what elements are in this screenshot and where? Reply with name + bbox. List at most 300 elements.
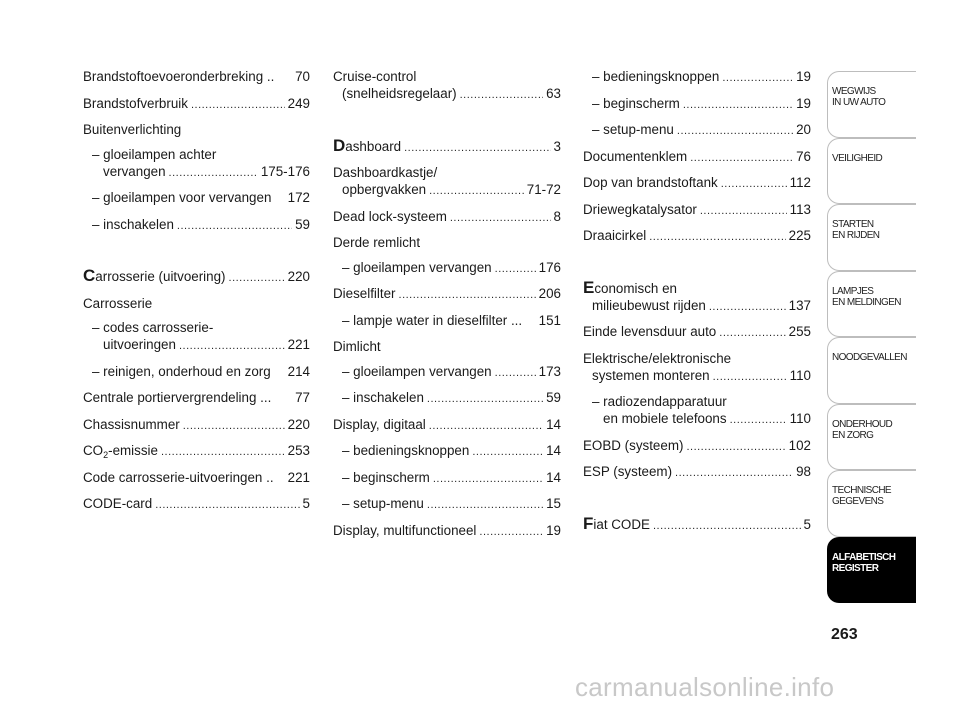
entry-text	[592, 393, 727, 410]
entry-label: Display, digitaal	[333, 416, 426, 432]
entry-text	[92, 216, 174, 233]
entry-text	[583, 227, 646, 244]
index-line	[333, 259, 561, 278]
index-column-1	[83, 68, 310, 522]
entry-text	[333, 285, 396, 302]
page-reference: 110	[789, 367, 811, 383]
section-gap	[333, 112, 561, 137]
leader-dots	[472, 444, 543, 461]
entry-label: EOBD (systeem)	[583, 437, 684, 453]
entry-text	[83, 68, 274, 85]
index-entry	[83, 189, 310, 208]
index-line	[333, 442, 561, 461]
entry-text	[592, 121, 674, 138]
index-entry	[83, 469, 310, 488]
entry-label: – codes carrosserie-	[92, 320, 214, 335]
index-line	[583, 350, 811, 367]
index-line	[333, 85, 561, 104]
index-line	[333, 363, 561, 382]
entry-label: Brandstofverbruik	[83, 95, 188, 111]
leader-dots	[155, 497, 299, 514]
index-line	[333, 389, 561, 408]
index-line	[83, 442, 310, 461]
entry-text	[83, 267, 226, 285]
page-reference: 5	[803, 516, 811, 532]
index-line	[333, 416, 561, 435]
index-line	[83, 389, 310, 408]
page-reference: 15	[546, 496, 561, 511]
index-line	[583, 463, 811, 482]
entry-text	[103, 163, 166, 180]
index-column-3	[583, 68, 811, 542]
index-entry	[83, 319, 310, 355]
entry-text	[342, 469, 430, 486]
index-line	[583, 367, 811, 386]
page-reference: 71-72	[526, 182, 561, 197]
entry-text	[592, 95, 680, 112]
page-reference: 253	[287, 443, 310, 458]
index-line	[83, 146, 310, 163]
section-tab[interactable]: WEGWIJS IN UW AUTO	[827, 71, 916, 138]
index-line	[83, 121, 310, 138]
section-tab[interactable]: VEILIGHEID	[827, 138, 916, 205]
index-entry	[333, 442, 561, 461]
entry-text	[342, 495, 424, 512]
entry-label: Driewegkatalysator	[583, 201, 697, 217]
page-reference: 3	[553, 138, 561, 154]
entry-label: ashboard	[345, 138, 402, 154]
entry-text	[583, 148, 687, 165]
entry-label: – gloeilampen vervangen	[342, 363, 492, 379]
page-reference: 206	[538, 286, 561, 301]
entry-text	[342, 259, 492, 276]
entry-label: – setup-menu	[592, 122, 674, 137]
section-tab[interactable]: ONDERHOUD EN ZORG	[827, 404, 916, 471]
entry-text	[333, 164, 437, 181]
page-reference: 20	[796, 122, 811, 137]
index-entry	[83, 495, 310, 514]
entry-text	[333, 338, 381, 355]
index-line	[333, 338, 561, 355]
leader-dots	[161, 444, 285, 461]
index-entry	[333, 363, 561, 382]
page-reference: 113	[789, 201, 811, 217]
index-entry	[333, 285, 561, 304]
entry-text	[83, 95, 188, 112]
entry-label: – beginscherm	[342, 469, 430, 485]
section-gap	[583, 490, 811, 515]
section-tab[interactable]: LAMPJES EN MELDINGEN	[827, 271, 916, 338]
entry-label: Draaicirkel	[583, 228, 647, 243]
entry-label: Buitenverlichting	[83, 122, 182, 137]
leader-dots	[700, 203, 787, 220]
entry-label: – radiozendapparatuur	[592, 394, 727, 409]
index-entry	[583, 437, 811, 456]
entry-label: vervangen	[103, 163, 166, 179]
index-entry	[583, 68, 811, 87]
index-entry	[583, 201, 811, 220]
index-entry	[83, 442, 310, 461]
index-line	[333, 181, 561, 200]
index-entry	[333, 416, 561, 435]
entry-text	[583, 350, 731, 367]
leader-dots	[709, 299, 786, 316]
leader-dots	[229, 270, 285, 287]
section-tab[interactable]: NOODGEVALLEN	[827, 337, 916, 404]
index-line	[583, 437, 811, 456]
page-reference: 110	[789, 411, 811, 426]
entry-label: – setup-menu	[342, 496, 424, 511]
index-line	[583, 297, 811, 316]
leader-dots	[675, 465, 793, 482]
entry-text	[583, 323, 716, 340]
page-reference: 221	[287, 469, 310, 485]
entry-label: conomisch en	[594, 280, 677, 296]
page-reference: 77	[295, 390, 310, 405]
index-line	[583, 121, 811, 140]
page-reference: 59	[295, 216, 310, 232]
leader-dots	[690, 150, 793, 167]
leader-dots	[686, 439, 785, 456]
entry-label: Derde remlicht	[333, 235, 421, 250]
entry-label: – bedieningsknoppen	[592, 69, 720, 84]
leader-dots	[177, 218, 292, 235]
entry-label: Dop van brandstoftank	[583, 175, 718, 190]
entry-label: iat CODE	[593, 516, 650, 532]
entry-label: systemen monteren	[592, 367, 710, 383]
index-entry	[83, 389, 310, 408]
leader-dots	[683, 97, 793, 114]
index-line	[583, 323, 811, 342]
index-entry	[83, 68, 310, 87]
index-line	[333, 164, 561, 181]
index-entry	[83, 216, 310, 235]
entry-text	[83, 469, 274, 486]
page-reference: 172	[287, 190, 310, 205]
page-reference: 70	[295, 69, 310, 84]
leader-dots	[429, 183, 524, 200]
entry-text	[333, 68, 416, 85]
leader-dots	[183, 418, 285, 435]
index-entry	[83, 95, 310, 114]
index-entry	[333, 208, 561, 227]
page-reference: 151	[538, 312, 561, 328]
entry-text	[342, 442, 469, 459]
entry-label: Code carrosserie-uitvoeringen ..	[83, 469, 274, 485]
leader-dots	[427, 391, 543, 408]
page-reference: 255	[788, 324, 811, 339]
index-line	[83, 163, 310, 182]
page-reference: 19	[796, 69, 811, 84]
index-entry	[333, 68, 561, 104]
index-entry	[583, 279, 811, 316]
entry-text	[333, 137, 401, 155]
entry-text	[342, 85, 457, 102]
index-entry	[583, 174, 811, 193]
entry-label: – gloeilampen achter	[92, 146, 217, 162]
entry-label: Dieselfilter	[333, 286, 396, 301]
leader-dots	[479, 524, 543, 541]
index-line	[83, 216, 310, 235]
entry-text	[83, 416, 180, 433]
entry-label: – reinigen, onderhoud en zorg	[92, 363, 271, 379]
index-line	[333, 208, 561, 227]
leader-dots	[429, 418, 543, 435]
page-reference: 214	[287, 363, 310, 379]
entry-label: uitvoeringen	[103, 337, 176, 352]
page-reference: 76	[796, 148, 811, 164]
entry-label: opbergvakken	[342, 182, 427, 197]
leader-dots	[713, 369, 787, 386]
index-entry	[583, 463, 811, 482]
entry-label: Display, multifunctioneel	[333, 522, 477, 538]
letter-initial: E	[583, 277, 595, 297]
index-line	[333, 68, 561, 85]
page-reference: 98	[796, 464, 811, 479]
entry-label: (snelheidsregelaar)	[342, 86, 457, 101]
page-reference: 176	[538, 259, 561, 275]
index-entry	[333, 137, 561, 157]
entry-label: ESP (systeem)	[583, 464, 673, 479]
index-line	[583, 393, 811, 410]
entry-text	[592, 367, 710, 384]
page-reference: 173	[538, 363, 561, 379]
index-line	[583, 95, 811, 114]
page-reference: 14	[546, 416, 561, 432]
page-number: 263	[831, 626, 858, 643]
index-line	[83, 495, 310, 514]
index-entry	[83, 295, 310, 312]
entry-label: Centrale portiervergrendeling ...	[83, 390, 272, 405]
page-reference: 220	[287, 416, 310, 432]
index-line	[83, 267, 310, 287]
index-entry	[333, 259, 561, 278]
leader-dots	[169, 165, 258, 182]
leader-dots	[427, 497, 543, 514]
leader-dots	[399, 287, 536, 304]
entry-text	[583, 279, 677, 297]
page-reference: 112	[789, 175, 811, 190]
entry-text	[592, 68, 719, 85]
index-line	[333, 285, 561, 304]
leader-dots	[495, 365, 536, 382]
letter-initial: F	[583, 513, 594, 533]
entry-label: Carrosserie	[83, 295, 153, 311]
leader-dots	[677, 123, 793, 140]
page-reference: 175-176	[260, 163, 310, 179]
index-entry	[333, 469, 561, 488]
leader-dots	[450, 210, 551, 227]
page-reference: 8	[553, 208, 561, 224]
index-entry	[83, 267, 310, 287]
index-entry	[333, 522, 561, 541]
leader-dots	[433, 471, 543, 488]
entry-text	[342, 363, 492, 380]
index-entry	[83, 363, 310, 382]
entry-label: Einde levensduur auto	[583, 324, 717, 339]
index-entry	[583, 95, 811, 114]
index-line	[333, 469, 561, 488]
entry-text	[92, 363, 271, 380]
leader-dots	[191, 97, 285, 114]
page-reference: 249	[287, 95, 310, 111]
page-reference: 59	[546, 390, 561, 405]
entry-label: Brandstoftoevoeronderbreking ..	[83, 69, 275, 84]
leader-dots	[495, 261, 536, 278]
entry-text	[92, 146, 216, 163]
index-entry	[583, 121, 811, 140]
entry-label: Dead lock-systeem	[333, 208, 447, 224]
entry-text	[333, 416, 426, 433]
subscript: 2	[103, 450, 109, 460]
leader-dots	[730, 412, 787, 429]
section-gap	[583, 254, 811, 279]
leader-dots	[179, 338, 285, 355]
index-entry	[333, 234, 561, 251]
index-line	[583, 279, 811, 297]
index-entry	[83, 416, 310, 435]
index-entry	[333, 338, 561, 355]
entry-label: – inschakelen	[92, 216, 174, 232]
entry-label: arrosserie (uitvoering)	[95, 269, 226, 284]
index-line	[333, 312, 561, 331]
index-line	[83, 68, 310, 87]
letter-initial: D	[333, 135, 346, 155]
index-line	[583, 410, 811, 429]
leader-dots	[722, 70, 793, 87]
index-entry	[83, 146, 310, 182]
entry-label: – beginscherm	[592, 95, 680, 111]
index-line	[83, 95, 310, 114]
page-reference: 102	[788, 437, 811, 453]
entry-text	[83, 495, 152, 512]
entry-text	[583, 201, 697, 218]
entry-label: Elektrische/elektronische	[583, 350, 732, 366]
entry-text	[583, 463, 672, 480]
index-line	[583, 227, 811, 246]
index-line	[333, 495, 561, 514]
entry-label: Chassisnummer	[83, 416, 180, 432]
index-column-2	[333, 68, 561, 548]
leader-dots	[649, 229, 785, 246]
entry-label: en mobiele telefoons	[603, 411, 727, 426]
entry-label: Cruise-control	[333, 69, 417, 84]
section-tabs	[827, 71, 916, 603]
letter-initial: C	[83, 266, 96, 285]
entry-label: – bedieningsknoppen	[342, 443, 470, 458]
entry-label: Documentenklem	[583, 148, 688, 164]
entry-text	[342, 181, 426, 198]
index-line	[333, 522, 561, 541]
entry-text	[592, 297, 706, 314]
section-gap	[83, 242, 310, 267]
entry-label: milieubewust rijden	[592, 297, 706, 313]
index-entry	[583, 227, 811, 246]
index-entry	[583, 148, 811, 167]
page-reference: 221	[287, 337, 310, 352]
index-entry	[583, 350, 811, 386]
section-tab[interactable]: STARTEN EN RIJDEN	[827, 204, 916, 271]
entry-text	[83, 442, 158, 461]
index-line	[583, 174, 811, 193]
index-entry	[83, 121, 310, 138]
entry-text	[583, 437, 683, 454]
entry-label: – gloeilampen vervangen	[342, 259, 492, 275]
entry-text	[583, 515, 650, 533]
entry-text	[333, 234, 420, 251]
section-tab[interactable]: ALFABETISCH REGISTER	[827, 537, 916, 604]
entry-text	[603, 410, 727, 427]
index-line	[583, 201, 811, 220]
page-reference: 5	[302, 496, 310, 511]
entry-label: CO	[83, 443, 104, 458]
index-line	[83, 189, 310, 208]
section-tab[interactable]: TECHNISCHE GEGEVENS	[827, 470, 916, 537]
leader-dots	[721, 176, 787, 193]
entry-text	[342, 389, 424, 406]
entry-text	[583, 174, 718, 191]
page-reference: 225	[788, 228, 811, 243]
index-line	[333, 137, 561, 157]
page-reference: 19	[796, 95, 811, 111]
index-entry	[583, 323, 811, 342]
index-entry	[333, 164, 561, 200]
page-reference: 220	[287, 269, 310, 284]
index-line	[583, 68, 811, 87]
entry-label: Dashboardkastje/	[333, 165, 438, 180]
index-entry	[333, 312, 561, 331]
index-line	[83, 363, 310, 382]
page-reference: 63	[546, 86, 561, 101]
index-line	[83, 295, 310, 312]
entry-label-suffix: -emissie	[108, 443, 158, 458]
index-line	[583, 148, 811, 167]
leader-dots	[460, 87, 543, 104]
entry-label: – lampje water in dieselfilter ...	[342, 312, 523, 328]
index-line	[83, 336, 310, 355]
index-entry	[333, 389, 561, 408]
entry-text	[83, 295, 152, 312]
page-reference: 19	[546, 522, 561, 538]
index-line	[83, 469, 310, 488]
leader-dots	[404, 140, 550, 157]
entry-text	[342, 312, 522, 329]
entry-label: – gloeilampen voor vervangen	[92, 190, 272, 205]
entry-text	[83, 121, 181, 138]
index-entry	[333, 495, 561, 514]
entry-text	[92, 319, 213, 336]
page-reference: 14	[546, 443, 561, 458]
index-line	[333, 234, 561, 251]
index-line	[583, 515, 811, 535]
leader-dots	[653, 518, 801, 535]
entry-label: – inschakelen	[342, 390, 424, 405]
entry-label: CODE-card	[83, 496, 153, 511]
index-line	[83, 319, 310, 336]
page-reference: 14	[546, 469, 561, 485]
entry-label: Dimlicht	[333, 339, 381, 354]
watermark: carmanualsonline.info	[575, 672, 835, 702]
leader-dots	[719, 325, 785, 342]
entry-text	[92, 189, 271, 206]
entry-text	[333, 208, 447, 225]
entry-text	[333, 522, 476, 539]
entry-text	[83, 389, 271, 406]
index-entry	[583, 515, 811, 535]
page-reference: 137	[788, 297, 811, 313]
entry-text	[103, 336, 176, 353]
index-line	[83, 416, 310, 435]
